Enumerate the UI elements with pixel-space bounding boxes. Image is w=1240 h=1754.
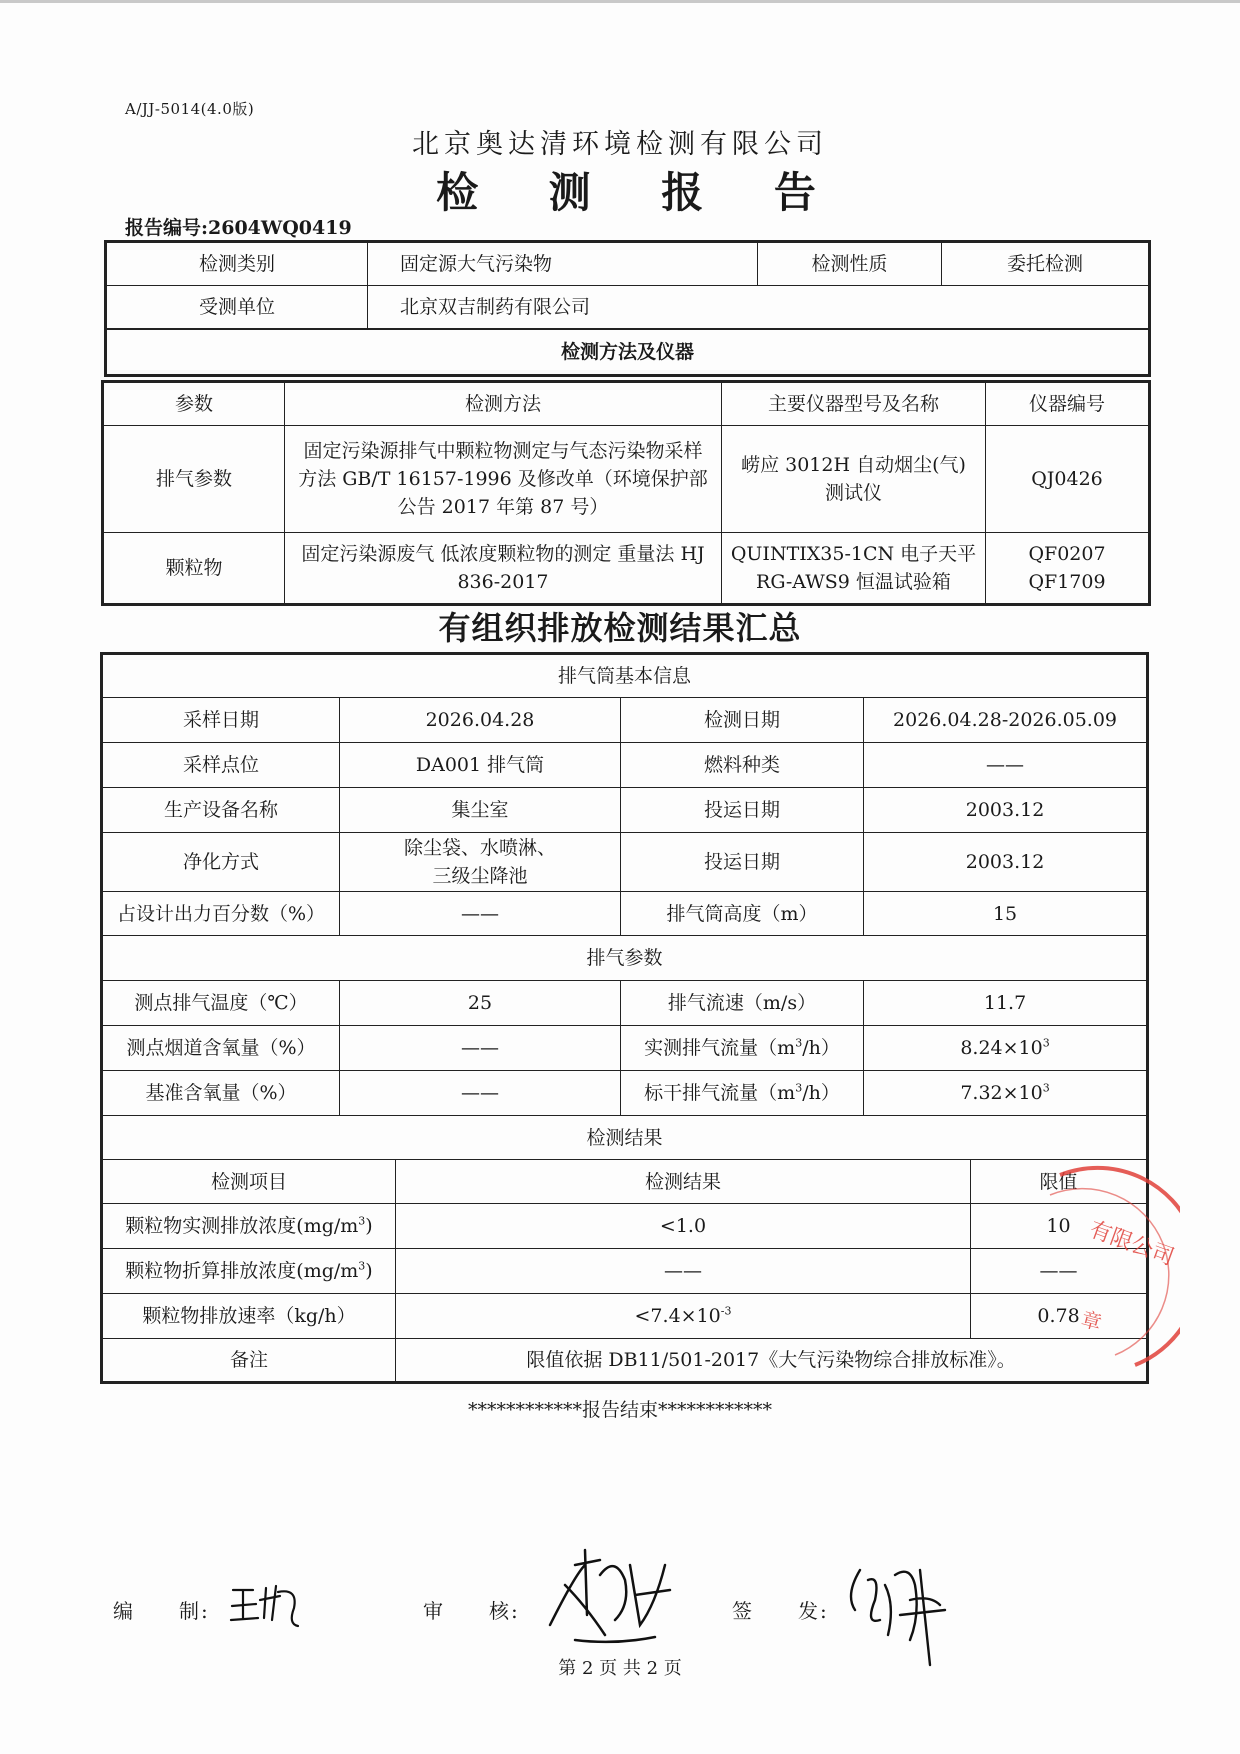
reviewer-signature <box>545 1545 675 1645</box>
summary-title: 有组织排放检测结果汇总 <box>438 609 802 647</box>
result-item-label: 颗粒物实测排放浓度$(mg/m^3)$ <box>102 1204 396 1249</box>
methods-row-method: 固定污染源排气中颗粒物测定与气态污染物采样方法 GB/T 16157-1996 及修改单（环境保护部公告 2017 年第 87 号） <box>285 426 722 533</box>
note-value: 限值依据 DB11/501-2017《大气污染物综合排放标准》。 <box>396 1339 1148 1383</box>
sampling-date-label: 采样日期 <box>102 698 340 743</box>
methods-row-instrument: 崂应 3012H 自动烟尘(气)测试仪 <box>722 426 986 533</box>
velocity-label: 排气流速（m/s） <box>621 981 864 1026</box>
equipment-label: 生产设备名称 <box>102 788 340 833</box>
svg-text:章: 章 <box>1078 1306 1105 1336</box>
report-end-line: ************报告结束************ <box>467 1399 772 1421</box>
load-value: —— <box>340 892 621 936</box>
sampling-point-label: 采样点位 <box>102 743 340 788</box>
emission-results-table <box>100 652 1149 1384</box>
methods-section-title: 检测方法及仪器 <box>106 329 1150 376</box>
type-label: 检测类别 <box>106 242 368 286</box>
note-label: 备注 <box>102 1339 396 1383</box>
ref-oxygen-label: 基准含氧量（%） <box>102 1071 340 1116</box>
std-flow-label: 标干排气流量$(m^3/h)$ <box>621 1071 864 1116</box>
result-item-label: 颗粒物折算排放浓度$(mg/m^3)$ <box>102 1249 396 1294</box>
unit-value: 北京双吉制药有限公司 <box>368 286 1150 330</box>
height-value: 15 <box>864 892 1148 936</box>
nature-label: 检测性质 <box>758 242 942 286</box>
type-value: 固定源大气污染物 <box>368 242 758 286</box>
results-section-title: 检测结果 <box>102 1116 1148 1160</box>
methods-header-id: 仪器编号 <box>986 382 1150 426</box>
op-date-value: 2003.12 <box>864 788 1148 833</box>
basic-info-table <box>104 240 1151 377</box>
purify-label: 净化方式 <box>102 833 340 892</box>
load-label: 占设计出力百分数（%） <box>102 892 340 936</box>
purify-value <box>340 833 621 892</box>
methods-row-param: 排气参数 <box>103 426 285 533</box>
methods-header-param: 参数 <box>103 382 285 426</box>
instrument-line: QUINTIX35-1CN 电子天平 <box>730 543 977 565</box>
op-date-label: 投运日期 <box>621 833 864 892</box>
temp-label: 测点排气温度（℃） <box>102 981 340 1026</box>
methods-header-instrument: 主要仪器型号及名称 <box>722 382 986 426</box>
results-header-limit: 限值 <box>971 1160 1148 1204</box>
nature-value: 委托检测 <box>942 242 1150 286</box>
result-limit: 10 <box>971 1204 1148 1249</box>
methods-table <box>101 380 1151 606</box>
instrument-line: RG-AWS9 恒温试验箱 <box>756 571 951 593</box>
oxygen-label: 测点烟道含氧量（%） <box>102 1026 340 1071</box>
instrument-id-line: QF1709 <box>1028 571 1106 593</box>
scan-edge-line <box>0 0 1240 3</box>
report-number: 报告编号:2604WQ0419 <box>125 217 352 239</box>
fuel-value: —— <box>864 743 1148 788</box>
instrument-id-line: QF0207 <box>1028 543 1106 565</box>
page-number: 第 2 页 共 2 页 <box>558 1658 682 1679</box>
unit-label: 受测单位 <box>106 286 368 330</box>
company-name: 北京奥达清环境检测有限公司 <box>412 129 828 160</box>
methods-row-method: 固定污染源废气 低浓度颗粒物的测定 重量法 HJ 836-2017 <box>285 533 722 605</box>
issuer-label: 签 发: <box>732 1599 829 1623</box>
purify-line: 三级尘降池 <box>432 865 528 887</box>
oxygen-value: —— <box>340 1026 621 1071</box>
results-header-item: 检测项目 <box>102 1160 396 1204</box>
test-date-label: 检测日期 <box>621 698 864 743</box>
exhaust-section-title: 排气参数 <box>102 936 1148 981</box>
stack-section-title: 排气筒基本信息 <box>102 654 1148 698</box>
methods-header-method: 检测方法 <box>285 382 722 426</box>
result-item-label: 颗粒物排放速率（kg/h） <box>102 1294 396 1339</box>
methods-row-param: 颗粒物 <box>103 533 285 605</box>
result-limit: —— <box>971 1249 1148 1294</box>
flow-label: 实测排气流量$(m^3/h)$ <box>621 1026 864 1071</box>
result-value: <1.0 <box>396 1204 971 1249</box>
result-limit: 0.78 <box>971 1294 1148 1339</box>
result-value: $<7.4\times 10^{-3}$ <box>396 1294 971 1339</box>
report-title: 检 测 报 告 <box>436 168 844 217</box>
reviewer-label: 审 核: <box>423 1599 520 1623</box>
op-date-label: 投运日期 <box>621 788 864 833</box>
document-code: A/JJ-5014(4.0版) <box>125 100 255 118</box>
equipment-value: 集尘室 <box>340 788 621 833</box>
result-value: —— <box>396 1249 971 1294</box>
std-flow-value: $7.32\times 10^3$ <box>864 1071 1148 1116</box>
op-date-value: 2003.12 <box>864 833 1148 892</box>
flow-value: $8.24\times 10^3$ <box>864 1026 1148 1071</box>
ref-oxygen-value: —— <box>340 1071 621 1116</box>
height-label: 排气筒高度（m） <box>621 892 864 936</box>
compiler-label: 编 制: <box>113 1599 210 1623</box>
sampling-point-value: DA001 排气筒 <box>340 743 621 788</box>
methods-row-instrument <box>722 533 986 605</box>
results-header-result: 检测结果 <box>396 1160 971 1204</box>
purify-line: 除尘袋、水喷淋、 <box>403 837 556 859</box>
fuel-label: 燃料种类 <box>621 743 864 788</box>
velocity-value: 11.7 <box>864 981 1148 1026</box>
sampling-date-value: 2026.04.28 <box>340 698 621 743</box>
methods-row-id <box>986 533 1150 605</box>
test-date-value: 2026.04.28-2026.05.09 <box>864 698 1148 743</box>
methods-row-id: QJ0426 <box>986 426 1150 533</box>
svg-text:有限公司: 有限公司 <box>1085 1217 1178 1271</box>
compiler-signature <box>228 1578 308 1628</box>
temp-value: 25 <box>340 981 621 1026</box>
